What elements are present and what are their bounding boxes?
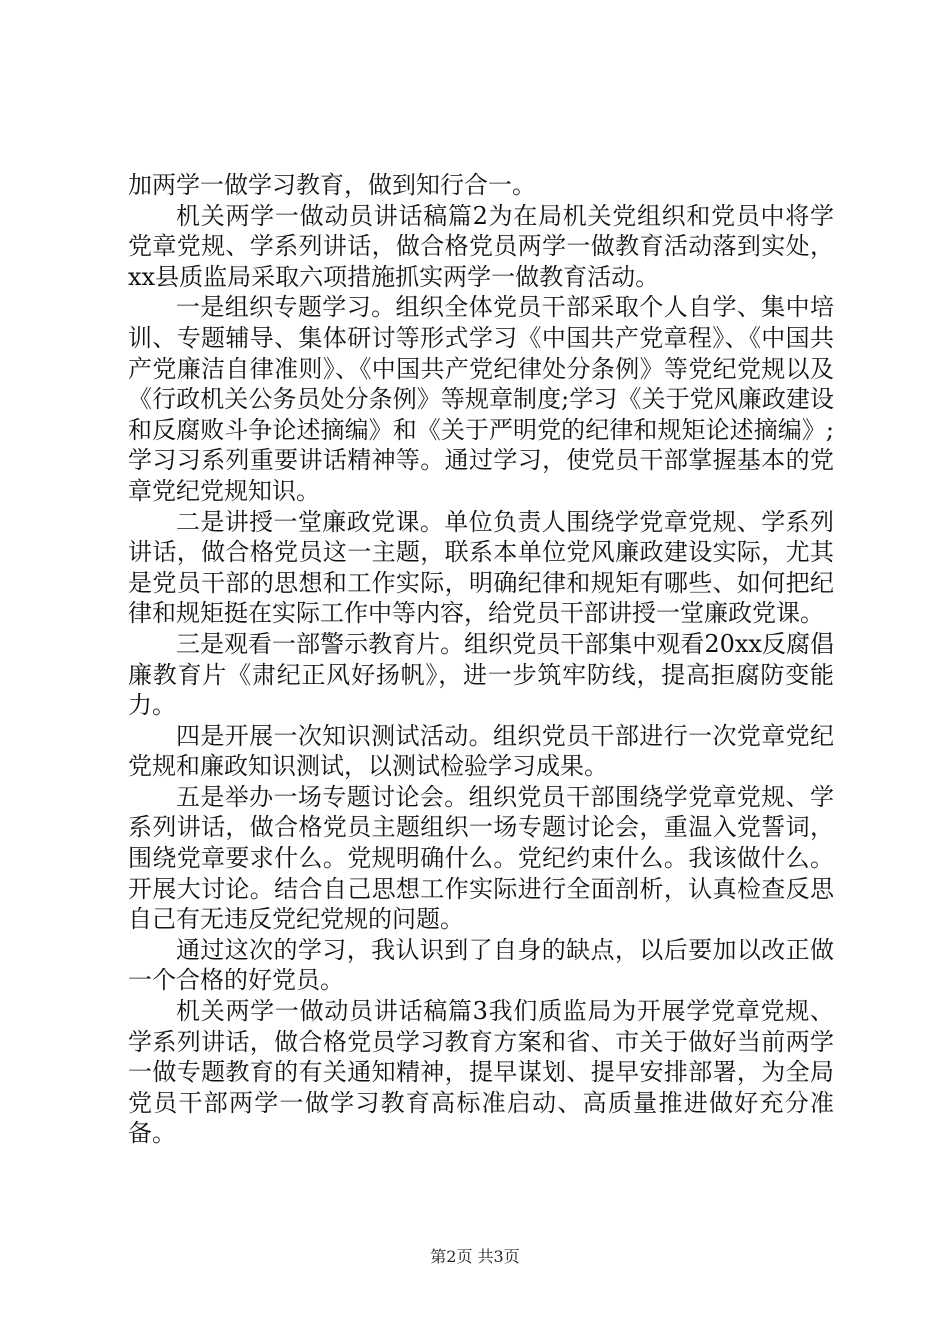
paragraph-speech-3-intro: 机关两学一做动员讲话稿篇3我们质监局为开展学党章党规、学系列讲话，做合格党员学习教育方案和省、市关于做好当前两学一做专题教育的有关通知精神，提早谋划、提早安排部署，为全局党员干部两学一做学习教育高标准启动、高质量推进做好充分准备。 xyxy=(128,997,834,1148)
document-body xyxy=(128,170,834,1149)
paragraph-measure-2: 二是讲授一堂廉政党课。单位负责人围绕学党章党规、学系列讲话，做合格党员这一主题，联系本单位党风廉政建设实际，尤其是党员干部的思想和工作实际，明确纪律和规矩有哪些、如何把纪律和规矩挺在实际工作中等内容，给党员干部讲授一堂廉政党课。 xyxy=(128,507,834,628)
paragraph-measure-5: 五是举办一场专题讨论会。组织党员干部围绕学党章党规、学系列讲话，做合格党员主题组织一场专题讨论会，重温入党誓词，围绕党章要求什么。党规明确什么。党纪约束什么。我该做什么。开展大讨论。结合自己思想工作实际进行全面剖析，认真检查反思自己有无违反党纪党规的问题。 xyxy=(128,782,834,934)
paragraph-measure-4: 四是开展一次知识测试活动。组织党员干部进行一次党章党纪党规和廉政知识测试，以测试检验学习成果。 xyxy=(128,721,834,781)
paragraph-reflection: 通过这次的学习，我认识到了自身的缺点，以后要加以改正做一个合格的好党员。 xyxy=(128,935,834,995)
paragraph-measure-1: 一是组织专题学习。组织全体党员干部采取个人自学、集中培训、专题辅导、集体研讨等形式学习《中国共产党章程》、《中国共产党廉洁自律准则》、《中国共产党纪律处分条例》等党纪党规以及《行政机关公务员处分条例》等规章制度;学习《关于党风廉政建设和反腐败斗争论述摘编》和《关于严明党的纪律和规矩论述摘编》;学习习系列重要讲话精神等。通过学习，使党员干部掌握基本的党章党纪党规知识。 xyxy=(128,293,834,505)
page-number-label: 第2页 共3页 xyxy=(430,1247,520,1266)
paragraph-measure-3: 三是观看一部警示教育片。组织党员干部集中观看20xx反腐倡廉教育片《肃纪正风好扬帆》，进一步筑牢防线，提高拒腐防变能力。 xyxy=(128,629,834,720)
paragraph-speech-2-intro: 机关两学一做动员讲话稿篇2为在局机关党组织和党员中将学党章党规、学系列讲话，做合格党员两学一做教育活动落到实处，xx县质监局采取六项措施抓实两学一做教育活动。 xyxy=(128,201,834,291)
page-footer xyxy=(0,1247,950,1267)
paragraph-continuation: 加两学一做学习教育，做到知行合一。 xyxy=(128,171,536,199)
